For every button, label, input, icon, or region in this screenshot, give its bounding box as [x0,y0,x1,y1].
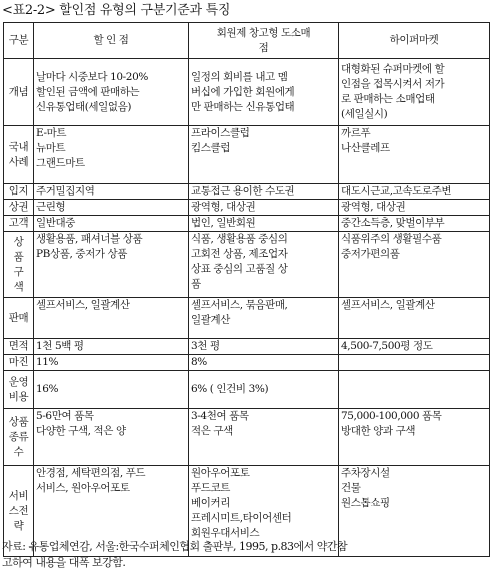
cell-line: 셀프서비스, 일괄계산 [36,299,130,311]
cell-line: 생활용품, 패셔너블 상품 [36,233,143,245]
table-row [4,371,490,409]
cell-line: 6% ( 인건비 3%) [191,383,269,395]
comparison-table [3,22,490,557]
row-label-line: 상품 [8,415,29,428]
row-label [4,409,34,466]
cell-warehouse-club [189,409,339,466]
cell-line: 3천 평 [191,340,220,352]
row-label-line: 입지 [8,185,29,197]
cell-hypermarket [339,409,490,466]
cell-line: 프레시미트,타이어센터 [191,512,292,524]
cell-line: 5-6만여 품목 [36,410,94,422]
cell-line: 다양한 구색, 적은 양 [36,425,126,437]
row-label [4,200,34,216]
cell-warehouse-club [189,298,339,339]
cell-hypermarket [339,126,490,184]
cell-line: 대도시근교,고속도로주변 [341,185,452,197]
header-discount-store: 할 인 점 [34,23,189,59]
cell-discount-store [34,126,189,184]
table-row [4,409,490,466]
cell-line: 식품위주의 생활필수품 [341,233,442,245]
table-row [4,59,490,126]
cell-discount-store [34,184,189,200]
row-label [4,216,34,232]
cell-line: 셀프서비스, 일괄계산 [341,299,435,311]
source-note [2,539,492,571]
cell-hypermarket [339,339,490,355]
cell-hypermarket [339,232,490,298]
cell-line: 1천 5백 평 [36,340,84,352]
row-label-line: 국내 [8,140,29,153]
table-row [4,126,490,184]
row-label [4,59,34,126]
cell-line: 그랜드마트 [36,157,85,169]
cell-hypermarket [339,216,490,232]
header-category: 구분 [4,23,34,59]
cell-warehouse-club [189,232,339,298]
cell-hypermarket [339,371,490,409]
table-row [4,339,490,355]
row-label [4,126,34,184]
cell-line: 광역형, 대상권 [191,201,256,213]
cell-line: 8% [191,356,207,368]
row-label-line: 개념 [8,85,29,98]
cell-warehouse-club [189,126,339,184]
row-label-line: 운영 [8,375,29,388]
row-label-line: 상권 [8,201,29,213]
cell-warehouse-club [189,371,339,409]
row-label [4,298,34,339]
cell-line: 대형화된 슈퍼마켓에 할 [341,63,445,75]
cell-line: 중저가편의품 [341,248,400,260]
source-line: 자료: 유통업체연감, 서울:한국수퍼체인협회 출판부, 1995, p.83에서 약간참 [2,540,348,553]
cell-warehouse-club [189,200,339,216]
cell-warehouse-club [189,184,339,200]
row-label-line: 마진 [8,356,29,368]
header-line: 점 [258,41,269,54]
cell-warehouse-club [189,216,339,232]
cell-hypermarket [339,184,490,200]
cell-line: 고회전 상품, 제조업자 [191,248,288,260]
row-label-line: 구 [13,265,24,278]
cell-line: 방대한 양과 구색 [341,425,416,437]
cell-discount-store [34,339,189,355]
table-body [4,59,490,557]
row-label [4,355,34,371]
table-row [4,200,490,216]
cell-warehouse-club [189,59,339,126]
header-line: 회원제 창고형 도소매 [216,26,311,39]
cell-discount-store [34,409,189,466]
row-label [4,232,34,298]
cell-line: 버십에 가입한 회원에게 [191,85,295,98]
cell-line: 건물 [341,482,361,494]
cell-line: 광역형, 대상권 [341,201,406,213]
table-row [4,216,490,232]
row-label-line: 색 [13,280,24,293]
row-label-line: 스전 [8,504,29,517]
row-label-line: 품 [13,250,24,263]
cell-line: 할인된 금액에 판매하는 [36,85,140,98]
cell-line: 교통접근 용이한 수도권 [191,185,295,197]
cell-discount-store [34,216,189,232]
row-label [4,339,34,355]
cell-line: 원스톱쇼핑 [341,497,390,509]
cell-hypermarket [339,200,490,216]
cell-discount-store [34,355,189,371]
table-row [4,298,490,339]
cell-line: 상표 중심의 고품질 상 [191,263,288,275]
table-caption: <표2-2> 할인점 유형의 구분기준과 특징 [2,3,231,18]
cell-line: 서비스, 원아우어포토 [36,482,130,494]
cell-line: E-마트 [36,127,67,139]
cell-line: 법인, 일반회원 [191,217,256,229]
row-label-line: 략 [13,519,24,532]
cell-warehouse-club [189,355,339,371]
cell-line: 적은 구색 [191,425,233,437]
cell-line: 16% [36,383,59,395]
cell-line: 일정의 회비를 내고 멤 [191,70,288,83]
cell-hypermarket [339,298,490,339]
cell-line: PB상품, 중저가 상품 [36,248,127,260]
header-hypermarket: 하이퍼마켓 [339,23,490,59]
row-label-line: 비용 [8,390,29,403]
row-label-line: 상 [13,235,24,248]
row-label [4,371,34,409]
cell-line: 나산클레프 [341,142,390,154]
cell-line: 베이커리 [191,497,230,509]
cell-discount-store [34,232,189,298]
cell-line: (세일실시) [341,108,388,120]
cell-line: 일괄계산 [191,314,230,326]
cell-line: 근린형 [36,201,66,213]
cell-line: 안경점, 세탁편의점, 푸드 [36,467,146,479]
row-label-line: 면적 [8,340,29,352]
cell-line: 만 판매하는 신유통업태 [191,100,295,113]
row-label-line: 고객 [8,217,29,229]
cell-line: 11% [36,356,59,368]
cell-line: 로 판매하는 소매업태 [341,93,435,105]
cell-discount-store [34,200,189,216]
cell-discount-store [34,298,189,339]
cell-line: 셀프서비스, 묶음판매, [191,299,288,311]
row-label-line: 수 [13,445,24,458]
cell-line: 75,000-100,000 품목 [341,410,442,422]
table-row [4,184,490,200]
cell-line: 주거밀집지역 [36,185,95,197]
cell-line: 3-4천여 품목 [191,410,249,422]
cell-line: 까르푸 [341,127,371,139]
row-label-line: 사례 [8,155,29,168]
cell-line: 품 [191,278,201,290]
cell-line: 일반대중 [36,217,75,229]
cell-hypermarket [339,355,490,371]
cell-line: 날마다 시중보다 10-20% [36,70,148,83]
cell-line: 신유통업태(세일없음) [36,100,132,113]
row-label-line: 종류 [8,430,29,443]
table-row [4,232,490,298]
cell-line: 주차장시설 [341,467,390,479]
source-line: 고하여 내용을 대폭 보강함. [2,556,126,569]
cell-line: 회원우대서비스 [191,527,260,539]
table-header-row [4,23,490,59]
cell-line: 킴스클럽 [191,142,230,154]
header-warehouse-club [189,23,339,59]
cell-line: 프라이스클럽 [191,127,250,139]
cell-discount-store [34,59,189,126]
row-label-line: 서비 [8,489,29,502]
cell-line: 인점을 접목시켜서 저가 [341,78,445,90]
cell-hypermarket [339,59,490,126]
cell-warehouse-club [189,339,339,355]
cell-line: 푸드코트 [191,482,230,494]
cell-line: 원아우어포토 [191,467,250,479]
row-label-line: 판매 [8,311,29,324]
cell-discount-store [34,371,189,409]
table-row [4,355,490,371]
cell-line: 식품, 생활용품 중심의 [191,233,288,245]
cell-line: 중간소득층, 맞벌이부부 [341,217,445,229]
cell-line: 4,500-7,500평 정도 [341,340,433,352]
cell-line: 뉴마트 [36,142,66,154]
row-label [4,184,34,200]
